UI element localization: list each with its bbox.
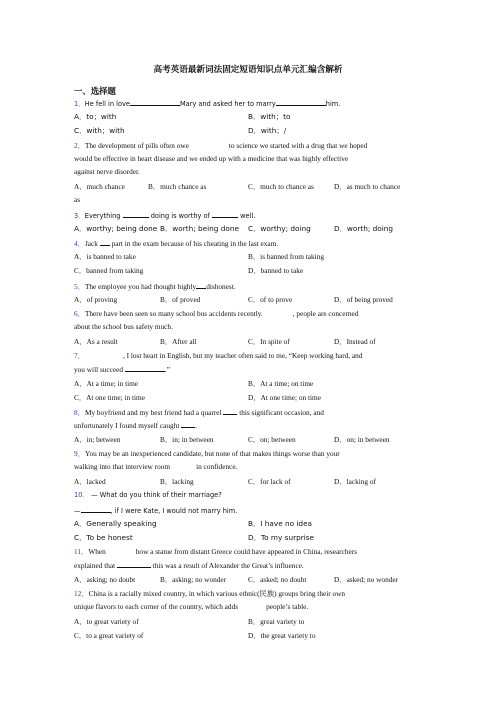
option-b[interactable]: B．with；to xyxy=(248,112,291,121)
option-a[interactable]: A．Generally speaking xyxy=(74,519,157,528)
option-a[interactable]: A．in; between xyxy=(74,435,121,444)
option-a[interactable]: A．As a result xyxy=(74,337,118,346)
option-c[interactable]: C．of to prove xyxy=(248,295,293,304)
option-c[interactable]: C．to a great variety of xyxy=(74,631,144,640)
question-text-line: unique flavors to each corner of the country, which adds people’s table. xyxy=(74,602,309,611)
answer-blank xyxy=(81,505,111,513)
option-c[interactable]: C．In spite of xyxy=(248,337,290,346)
option-d[interactable]: D．Instead of xyxy=(334,337,376,346)
option-b[interactable]: B．worth; being done xyxy=(160,224,239,233)
option-d[interactable]: D．lacking of xyxy=(334,477,376,486)
question-text-line: against nerve disorder. xyxy=(74,167,140,176)
question-5: 5．The employee you had thought highly dishonest. xyxy=(74,282,236,291)
question-text-line: — , if I were Kate, I would not marry him. xyxy=(74,507,238,515)
option-c[interactable]: C．To be honest xyxy=(74,533,133,542)
option-c[interactable]: C．worthy; doing xyxy=(248,224,311,233)
option-a[interactable]: A．At a time; in time xyxy=(74,379,139,388)
option-d[interactable]: D．on; in between xyxy=(334,435,390,444)
option-c[interactable]: C．banned from taking xyxy=(74,266,144,275)
option-d[interactable]: D．asked; no wonder xyxy=(334,575,399,584)
option-c[interactable]: C．on; between xyxy=(248,435,296,444)
question-6: 6．There have been seen so many school bus accidents recently. , people are concerned xyxy=(74,309,359,318)
question-text-line: explained that this was a result of Alexander the Great’s influence. xyxy=(74,561,304,570)
option-a[interactable]: A．much chance xyxy=(74,182,125,191)
option-a[interactable]: A．lacked xyxy=(74,477,106,486)
option-b[interactable]: B．asking; no wonder xyxy=(160,575,227,584)
option-b[interactable]: B．After all xyxy=(160,337,197,346)
option-d[interactable]: D．of being proved xyxy=(334,295,393,304)
option-a[interactable]: A．is banned to take xyxy=(74,252,136,261)
question-9: 9．You may be an inexperienced candidate, but none of that makes things worse than your xyxy=(74,449,340,458)
answer-blank xyxy=(125,364,165,372)
option-d-continued: as xyxy=(74,195,81,204)
question-8: 8．My boyfriend and my best friend had a quarrel this significant occasion, and xyxy=(74,408,324,417)
option-d[interactable]: D．the great variety to xyxy=(248,631,316,640)
question-3: 3．Everything doing is worthy of well. xyxy=(74,212,256,220)
option-b[interactable]: B．in; in between xyxy=(160,435,214,444)
page-title: 高考英语最新词法固定短语知识点单元汇编含解析 xyxy=(153,65,343,75)
answer-blank xyxy=(123,210,149,218)
option-a[interactable]: A．to；with xyxy=(74,112,117,121)
option-a[interactable]: A．to great variety of xyxy=(74,617,139,626)
question-text-line: walking into that interview room in confidence. xyxy=(74,462,238,471)
option-c[interactable]: C．much to chance as xyxy=(248,182,314,191)
question-text-line: would be effective in heart disease and we ended up with a medicine that was highly effective xyxy=(74,154,349,163)
answer-blank xyxy=(212,210,238,218)
option-a[interactable]: A．of proving xyxy=(74,295,118,304)
question-1: 1．He fell in love Mary and asked her to marry him. xyxy=(74,100,341,108)
question-4: 4．Jack part in the exam because of his cheating in the last exam. xyxy=(74,239,279,248)
answer-blank xyxy=(117,560,151,568)
answer-blank xyxy=(100,238,110,246)
option-b[interactable]: B．I have no idea xyxy=(248,519,313,528)
question-text-line: you will succeed .” xyxy=(74,365,170,374)
option-c[interactable]: C．for lack of xyxy=(248,477,291,486)
option-b[interactable]: B．lacking xyxy=(160,477,194,486)
option-b[interactable]: B．At a time; on time xyxy=(248,379,314,388)
section-heading: 一、选择题 xyxy=(74,86,116,96)
option-a[interactable]: A．asking; no doubt xyxy=(74,575,136,584)
question-12: 12．China is a racially mixed country, in which various ethnic(民族) groups bring their own xyxy=(74,589,346,598)
option-b[interactable]: B．of proved xyxy=(160,295,201,304)
option-c[interactable]: C．with；with xyxy=(74,126,125,135)
question-text-line: unfortunately I found myself caught . xyxy=(74,421,198,430)
option-d[interactable]: D．as much to chance xyxy=(334,182,401,191)
answer-blank xyxy=(276,98,326,106)
option-d[interactable]: D．worth; doing xyxy=(334,224,393,233)
question-7: 7． , I lost heart in English, but my teacher often said to me, “Keep working hard, and xyxy=(74,351,363,360)
question-10: 10． — What do you think of their marriage? xyxy=(74,491,222,499)
option-b[interactable]: B．much chance as xyxy=(148,182,207,191)
answer-blank xyxy=(181,420,195,428)
question-2: 2．The development of pills often owe to science we started with a drug that we hoped xyxy=(74,141,368,150)
option-c[interactable]: C．At one time; in time xyxy=(74,393,145,402)
option-b[interactable]: B．is banned from taking xyxy=(248,252,324,261)
option-d[interactable]: D．banned to take xyxy=(248,266,304,275)
option-d[interactable]: D．To my surprise xyxy=(248,533,315,542)
option-a[interactable]: A．worthy; being done xyxy=(74,224,158,233)
answer-blank xyxy=(130,98,180,106)
question-text-line: about the school bus safety much. xyxy=(74,322,173,331)
option-c[interactable]: C．asked; no doubt xyxy=(248,575,307,584)
option-b[interactable]: B．great variety to xyxy=(248,617,305,626)
answer-blank xyxy=(196,281,206,289)
question-11: 11．When how a statue from distant Greece could have appeared in China, researchers xyxy=(74,547,358,556)
answer-blank xyxy=(223,407,237,415)
option-d[interactable]: D．with；/ xyxy=(248,126,287,135)
option-d[interactable]: D．At one time; on time xyxy=(248,393,321,402)
